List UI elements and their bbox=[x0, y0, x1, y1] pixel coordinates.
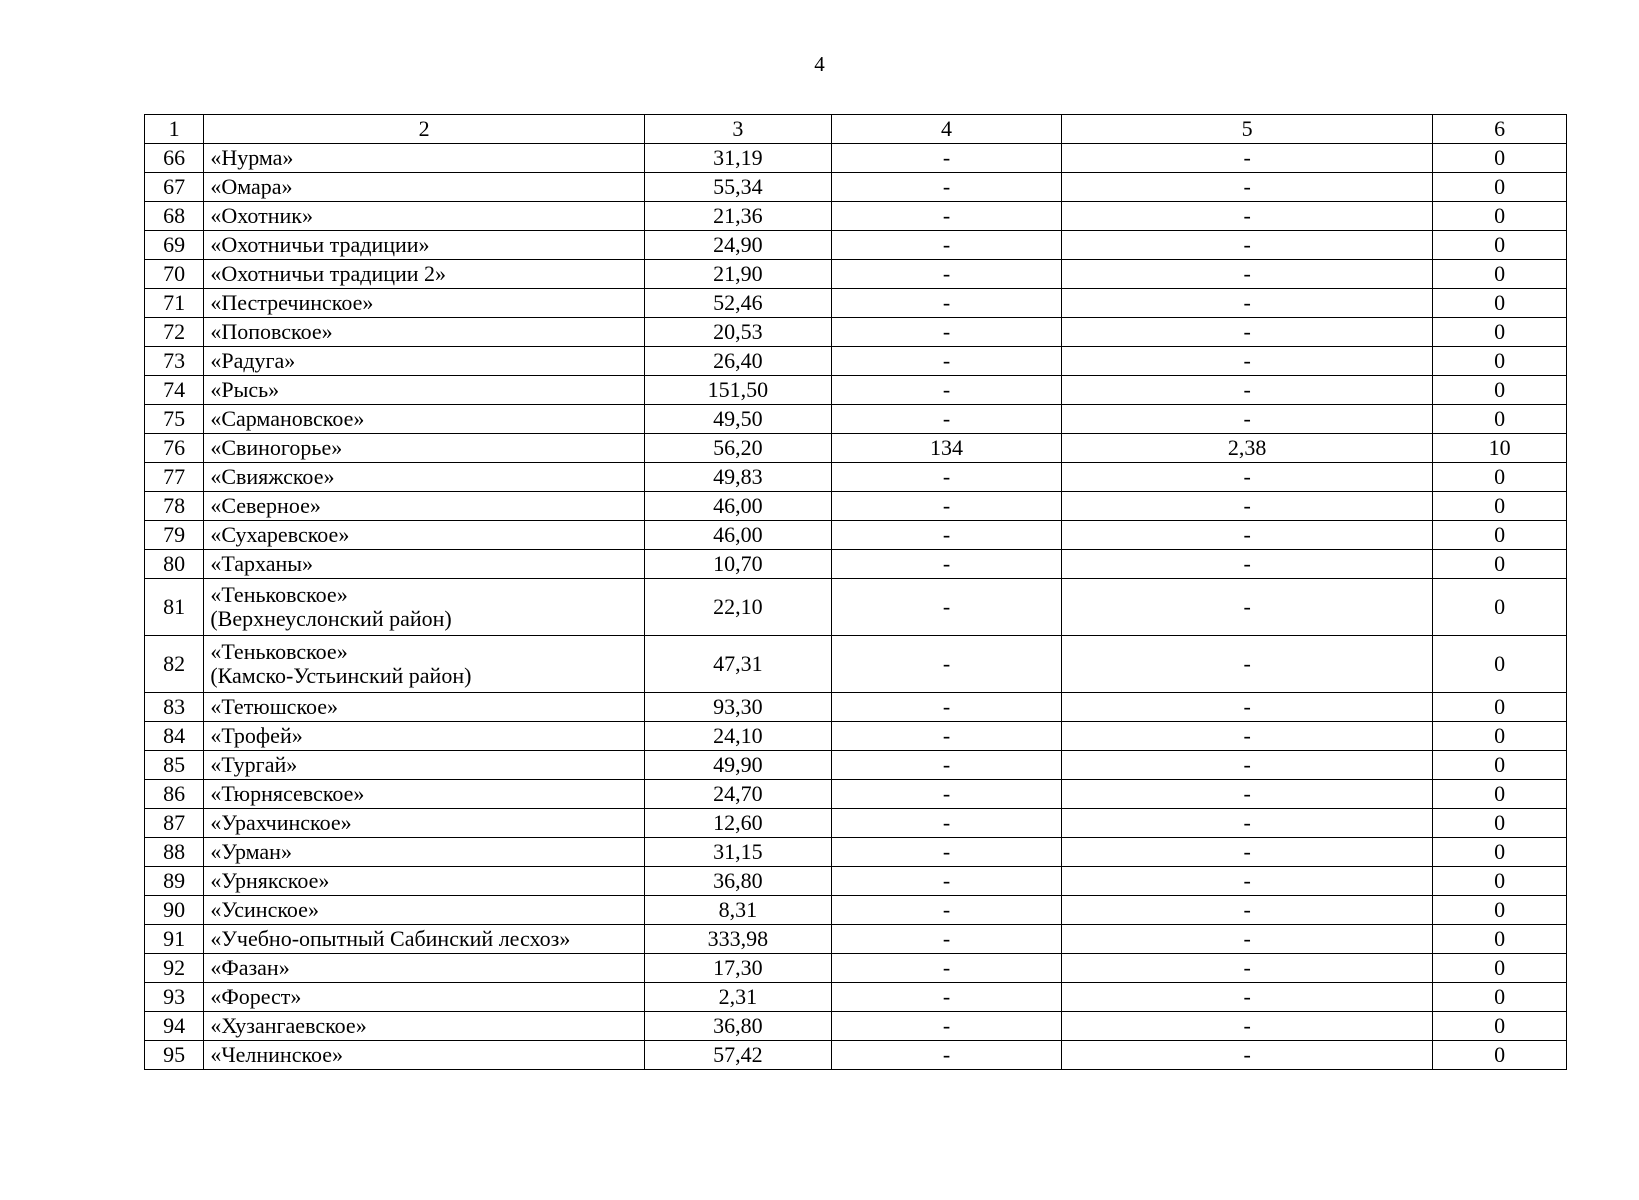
col3-cell: 21,90 bbox=[644, 260, 831, 289]
name-cell bbox=[204, 173, 644, 202]
row-number-cell: 92 bbox=[145, 954, 204, 983]
table-row bbox=[145, 867, 1567, 896]
row-number-cell: 78 bbox=[145, 492, 204, 521]
col5-cell: - bbox=[1062, 1041, 1433, 1070]
col3-cell: 31,15 bbox=[644, 838, 831, 867]
name-cell bbox=[204, 260, 644, 289]
table-row bbox=[145, 434, 1567, 463]
col4-cell: - bbox=[831, 231, 1061, 260]
header-cell-1: 1 bbox=[145, 115, 204, 144]
row-number-cell: 90 bbox=[145, 896, 204, 925]
col4-cell: - bbox=[831, 376, 1061, 405]
col6-cell: 0 bbox=[1433, 521, 1567, 550]
col6-cell: 0 bbox=[1433, 173, 1567, 202]
col6-cell: 10 bbox=[1433, 434, 1567, 463]
col4-cell: - bbox=[831, 318, 1061, 347]
row-number-cell: 88 bbox=[145, 838, 204, 867]
table-row bbox=[145, 260, 1567, 289]
col6-cell: 0 bbox=[1433, 289, 1567, 318]
name-cell bbox=[204, 780, 644, 809]
name-line: «Урнякское» bbox=[210, 868, 330, 893]
header-cell-4: 4 bbox=[831, 115, 1061, 144]
col6-cell: 0 bbox=[1433, 925, 1567, 954]
name-line: «Северное» bbox=[210, 493, 321, 518]
col3-cell: 46,00 bbox=[644, 492, 831, 521]
name-cell bbox=[204, 318, 644, 347]
col4-cell: - bbox=[831, 405, 1061, 434]
name-cell bbox=[204, 550, 644, 579]
col6-cell: 0 bbox=[1433, 838, 1567, 867]
name-cell bbox=[204, 954, 644, 983]
name-cell bbox=[204, 636, 644, 693]
col5-cell: 2,38 bbox=[1062, 434, 1433, 463]
data-table bbox=[144, 114, 1567, 1070]
col5-cell: - bbox=[1062, 144, 1433, 173]
row-number-cell: 69 bbox=[145, 231, 204, 260]
row-number-cell: 74 bbox=[145, 376, 204, 405]
name-cell bbox=[204, 983, 644, 1012]
col6-cell: 0 bbox=[1433, 260, 1567, 289]
col4-cell: - bbox=[831, 463, 1061, 492]
col4-cell: - bbox=[831, 780, 1061, 809]
col5-cell: - bbox=[1062, 925, 1433, 954]
name-line: «Челнинское» bbox=[210, 1042, 344, 1067]
col5-cell: - bbox=[1062, 347, 1433, 376]
col4-cell: - bbox=[831, 1041, 1061, 1070]
name-cell bbox=[204, 492, 644, 521]
table-row bbox=[145, 521, 1567, 550]
header-cell-6: 6 bbox=[1433, 115, 1567, 144]
name-line: «Форест» bbox=[210, 984, 302, 1009]
name-line: «Охотник» bbox=[210, 203, 313, 228]
col6-cell: 0 bbox=[1433, 202, 1567, 231]
col5-cell: - bbox=[1062, 521, 1433, 550]
name-cell bbox=[204, 722, 644, 751]
col5-cell: - bbox=[1062, 260, 1433, 289]
table-row bbox=[145, 896, 1567, 925]
name-cell bbox=[204, 896, 644, 925]
name-line: «Охотничьи традиции» bbox=[210, 232, 430, 257]
table-header-row bbox=[145, 115, 1567, 144]
col3-cell: 24,70 bbox=[644, 780, 831, 809]
col3-cell: 24,10 bbox=[644, 722, 831, 751]
name-cell bbox=[204, 809, 644, 838]
row-number-cell: 73 bbox=[145, 347, 204, 376]
row-number-cell: 87 bbox=[145, 809, 204, 838]
name-cell bbox=[204, 231, 644, 260]
col6-cell: 0 bbox=[1433, 954, 1567, 983]
page-number: 4 bbox=[814, 52, 825, 76]
name-cell bbox=[204, 376, 644, 405]
col4-cell: - bbox=[831, 550, 1061, 579]
col4-cell: - bbox=[831, 1012, 1061, 1041]
row-number-cell: 81 bbox=[145, 579, 204, 636]
col5-cell: - bbox=[1062, 202, 1433, 231]
col5-cell: - bbox=[1062, 318, 1433, 347]
col5-cell: - bbox=[1062, 751, 1433, 780]
col4-cell: - bbox=[831, 260, 1061, 289]
table-row bbox=[145, 838, 1567, 867]
col6-cell: 0 bbox=[1433, 983, 1567, 1012]
table-row bbox=[145, 983, 1567, 1012]
table-row bbox=[145, 289, 1567, 318]
name-cell bbox=[204, 202, 644, 231]
col4-cell: - bbox=[831, 579, 1061, 636]
row-number-cell: 95 bbox=[145, 1041, 204, 1070]
col3-cell: 36,80 bbox=[644, 1012, 831, 1041]
col3-cell: 36,80 bbox=[644, 867, 831, 896]
table-row bbox=[145, 1041, 1567, 1070]
header-cell-5: 5 bbox=[1062, 115, 1433, 144]
col6-cell: 0 bbox=[1433, 867, 1567, 896]
row-number-cell: 68 bbox=[145, 202, 204, 231]
name-cell bbox=[204, 405, 644, 434]
table-row bbox=[145, 376, 1567, 405]
col4-cell: - bbox=[831, 809, 1061, 838]
row-number-cell: 72 bbox=[145, 318, 204, 347]
col6-cell: 0 bbox=[1433, 347, 1567, 376]
table-row bbox=[145, 722, 1567, 751]
table-row bbox=[145, 318, 1567, 347]
name-cell bbox=[204, 693, 644, 722]
table-row bbox=[145, 144, 1567, 173]
row-number-cell: 79 bbox=[145, 521, 204, 550]
name-line: (Верхнеуслонский район) bbox=[210, 606, 452, 631]
header-cell-2: 2 bbox=[204, 115, 644, 144]
name-line: «Тургай» bbox=[210, 752, 298, 777]
name-line: «Трофей» bbox=[210, 723, 303, 748]
name-cell bbox=[204, 579, 644, 636]
col5-cell: - bbox=[1062, 376, 1433, 405]
col5-cell: - bbox=[1062, 780, 1433, 809]
table-row bbox=[145, 405, 1567, 434]
col5-cell: - bbox=[1062, 289, 1433, 318]
col4-cell: - bbox=[831, 722, 1061, 751]
table-row bbox=[145, 693, 1567, 722]
table-row bbox=[145, 954, 1567, 983]
row-number-cell: 70 bbox=[145, 260, 204, 289]
col6-cell: 0 bbox=[1433, 376, 1567, 405]
col6-cell: 0 bbox=[1433, 896, 1567, 925]
name-line: (Камско-Устьинский район) bbox=[210, 663, 472, 688]
name-line: «Тюрнясевское» bbox=[210, 781, 365, 806]
row-number-cell: 91 bbox=[145, 925, 204, 954]
col6-cell: 0 bbox=[1433, 405, 1567, 434]
col5-cell: - bbox=[1062, 693, 1433, 722]
col4-cell: 134 bbox=[831, 434, 1061, 463]
col4-cell: - bbox=[831, 636, 1061, 693]
col5-cell: - bbox=[1062, 983, 1433, 1012]
name-line: «Поповское» bbox=[210, 319, 333, 344]
table-row bbox=[145, 550, 1567, 579]
row-number-cell: 94 bbox=[145, 1012, 204, 1041]
name-cell bbox=[204, 144, 644, 173]
row-number-cell: 84 bbox=[145, 722, 204, 751]
name-line: «Усинское» bbox=[210, 897, 319, 922]
col3-cell: 49,50 bbox=[644, 405, 831, 434]
col3-cell: 12,60 bbox=[644, 809, 831, 838]
name-line: «Фазан» bbox=[210, 955, 290, 980]
name-line: «Урахчинское» bbox=[210, 810, 352, 835]
name-cell bbox=[204, 434, 644, 463]
name-line: «Теньковское» bbox=[210, 582, 348, 607]
table-row bbox=[145, 1012, 1567, 1041]
row-number-cell: 80 bbox=[145, 550, 204, 579]
name-line: «Охотничьи традиции 2» bbox=[210, 261, 447, 286]
name-line: «Хузангаевское» bbox=[210, 1013, 367, 1038]
col4-cell: - bbox=[831, 983, 1061, 1012]
col6-cell: 0 bbox=[1433, 751, 1567, 780]
row-number-cell: 77 bbox=[145, 463, 204, 492]
col4-cell: - bbox=[831, 954, 1061, 983]
table-row bbox=[145, 347, 1567, 376]
col3-cell: 55,34 bbox=[644, 173, 831, 202]
col5-cell: - bbox=[1062, 1012, 1433, 1041]
col5-cell: - bbox=[1062, 579, 1433, 636]
col4-cell: - bbox=[831, 838, 1061, 867]
table-row bbox=[145, 636, 1567, 693]
table-row bbox=[145, 202, 1567, 231]
name-line: «Рысь» bbox=[210, 377, 280, 402]
col3-cell: 56,20 bbox=[644, 434, 831, 463]
col6-cell: 0 bbox=[1433, 550, 1567, 579]
row-number-cell: 89 bbox=[145, 867, 204, 896]
row-number-cell: 71 bbox=[145, 289, 204, 318]
col3-cell: 46,00 bbox=[644, 521, 831, 550]
row-number-cell: 76 bbox=[145, 434, 204, 463]
name-cell bbox=[204, 925, 644, 954]
name-line: «Сухаревское» bbox=[210, 522, 350, 547]
col5-cell: - bbox=[1062, 838, 1433, 867]
col3-cell: 20,53 bbox=[644, 318, 831, 347]
name-line: «Тетюшское» bbox=[210, 694, 339, 719]
table-row bbox=[145, 751, 1567, 780]
col5-cell: - bbox=[1062, 636, 1433, 693]
row-number-cell: 67 bbox=[145, 173, 204, 202]
col3-cell: 52,46 bbox=[644, 289, 831, 318]
col6-cell: 0 bbox=[1433, 144, 1567, 173]
col3-cell: 17,30 bbox=[644, 954, 831, 983]
col4-cell: - bbox=[831, 521, 1061, 550]
col3-cell: 151,50 bbox=[644, 376, 831, 405]
col3-cell: 22,10 bbox=[644, 579, 831, 636]
name-cell bbox=[204, 463, 644, 492]
col3-cell: 26,40 bbox=[644, 347, 831, 376]
col5-cell: - bbox=[1062, 867, 1433, 896]
name-cell bbox=[204, 1041, 644, 1070]
col4-cell: - bbox=[831, 289, 1061, 318]
col3-cell: 49,83 bbox=[644, 463, 831, 492]
name-cell bbox=[204, 289, 644, 318]
name-line: «Нурма» bbox=[210, 145, 294, 170]
table-row bbox=[145, 925, 1567, 954]
table-row bbox=[145, 579, 1567, 636]
col3-cell: 93,30 bbox=[644, 693, 831, 722]
col4-cell: - bbox=[831, 347, 1061, 376]
table-row bbox=[145, 492, 1567, 521]
name-line: «Теньковское» bbox=[210, 639, 348, 664]
name-cell bbox=[204, 1012, 644, 1041]
name-cell bbox=[204, 867, 644, 896]
col4-cell: - bbox=[831, 693, 1061, 722]
name-cell bbox=[204, 838, 644, 867]
name-line: «Омара» bbox=[210, 174, 293, 199]
name-cell bbox=[204, 521, 644, 550]
table-row bbox=[145, 231, 1567, 260]
col6-cell: 0 bbox=[1433, 636, 1567, 693]
col5-cell: - bbox=[1062, 463, 1433, 492]
name-cell bbox=[204, 751, 644, 780]
name-line: «Сармановское» bbox=[210, 406, 365, 431]
col6-cell: 0 bbox=[1433, 780, 1567, 809]
row-number-cell: 75 bbox=[145, 405, 204, 434]
col3-cell: 2,31 bbox=[644, 983, 831, 1012]
col6-cell: 0 bbox=[1433, 693, 1567, 722]
table-body bbox=[145, 115, 1567, 1070]
col6-cell: 0 bbox=[1433, 809, 1567, 838]
col6-cell: 0 bbox=[1433, 579, 1567, 636]
col6-cell: 0 bbox=[1433, 1041, 1567, 1070]
table-row bbox=[145, 173, 1567, 202]
row-number-cell: 86 bbox=[145, 780, 204, 809]
row-number-cell: 93 bbox=[145, 983, 204, 1012]
col6-cell: 0 bbox=[1433, 492, 1567, 521]
row-number-cell: 66 bbox=[145, 144, 204, 173]
col6-cell: 0 bbox=[1433, 1012, 1567, 1041]
col6-cell: 0 bbox=[1433, 722, 1567, 751]
col4-cell: - bbox=[831, 144, 1061, 173]
header-cell-3: 3 bbox=[644, 115, 831, 144]
row-number-cell: 82 bbox=[145, 636, 204, 693]
col3-cell: 47,31 bbox=[644, 636, 831, 693]
col3-cell: 49,90 bbox=[644, 751, 831, 780]
name-line: «Тарханы» bbox=[210, 551, 314, 576]
col3-cell: 24,90 bbox=[644, 231, 831, 260]
col4-cell: - bbox=[831, 202, 1061, 231]
name-line: «Учебно-опытный Сабинский лесхоз» bbox=[210, 926, 571, 951]
table-row bbox=[145, 463, 1567, 492]
col3-cell: 57,42 bbox=[644, 1041, 831, 1070]
col5-cell: - bbox=[1062, 809, 1433, 838]
name-line: «Пестречинское» bbox=[210, 290, 374, 315]
col4-cell: - bbox=[831, 492, 1061, 521]
col5-cell: - bbox=[1062, 231, 1433, 260]
col5-cell: - bbox=[1062, 492, 1433, 521]
col6-cell: 0 bbox=[1433, 463, 1567, 492]
col4-cell: - bbox=[831, 751, 1061, 780]
name-line: «Радуга» bbox=[210, 348, 296, 373]
col5-cell: - bbox=[1062, 954, 1433, 983]
table-row bbox=[145, 780, 1567, 809]
name-line: «Урман» bbox=[210, 839, 292, 864]
col3-cell: 21,36 bbox=[644, 202, 831, 231]
col5-cell: - bbox=[1062, 896, 1433, 925]
col3-cell: 8,31 bbox=[644, 896, 831, 925]
name-cell bbox=[204, 347, 644, 376]
col4-cell: - bbox=[831, 867, 1061, 896]
col6-cell: 0 bbox=[1433, 318, 1567, 347]
col5-cell: - bbox=[1062, 722, 1433, 751]
col5-cell: - bbox=[1062, 173, 1433, 202]
col4-cell: - bbox=[831, 896, 1061, 925]
col5-cell: - bbox=[1062, 405, 1433, 434]
col4-cell: - bbox=[831, 173, 1061, 202]
name-line: «Свияжское» bbox=[210, 464, 335, 489]
table-row bbox=[145, 809, 1567, 838]
row-number-cell: 83 bbox=[145, 693, 204, 722]
col3-cell: 31,19 bbox=[644, 144, 831, 173]
col4-cell: - bbox=[831, 925, 1061, 954]
col3-cell: 10,70 bbox=[644, 550, 831, 579]
row-number-cell: 85 bbox=[145, 751, 204, 780]
col5-cell: - bbox=[1062, 550, 1433, 579]
name-line: «Свиногорье» bbox=[210, 435, 343, 460]
col6-cell: 0 bbox=[1433, 231, 1567, 260]
col3-cell: 333,98 bbox=[644, 925, 831, 954]
